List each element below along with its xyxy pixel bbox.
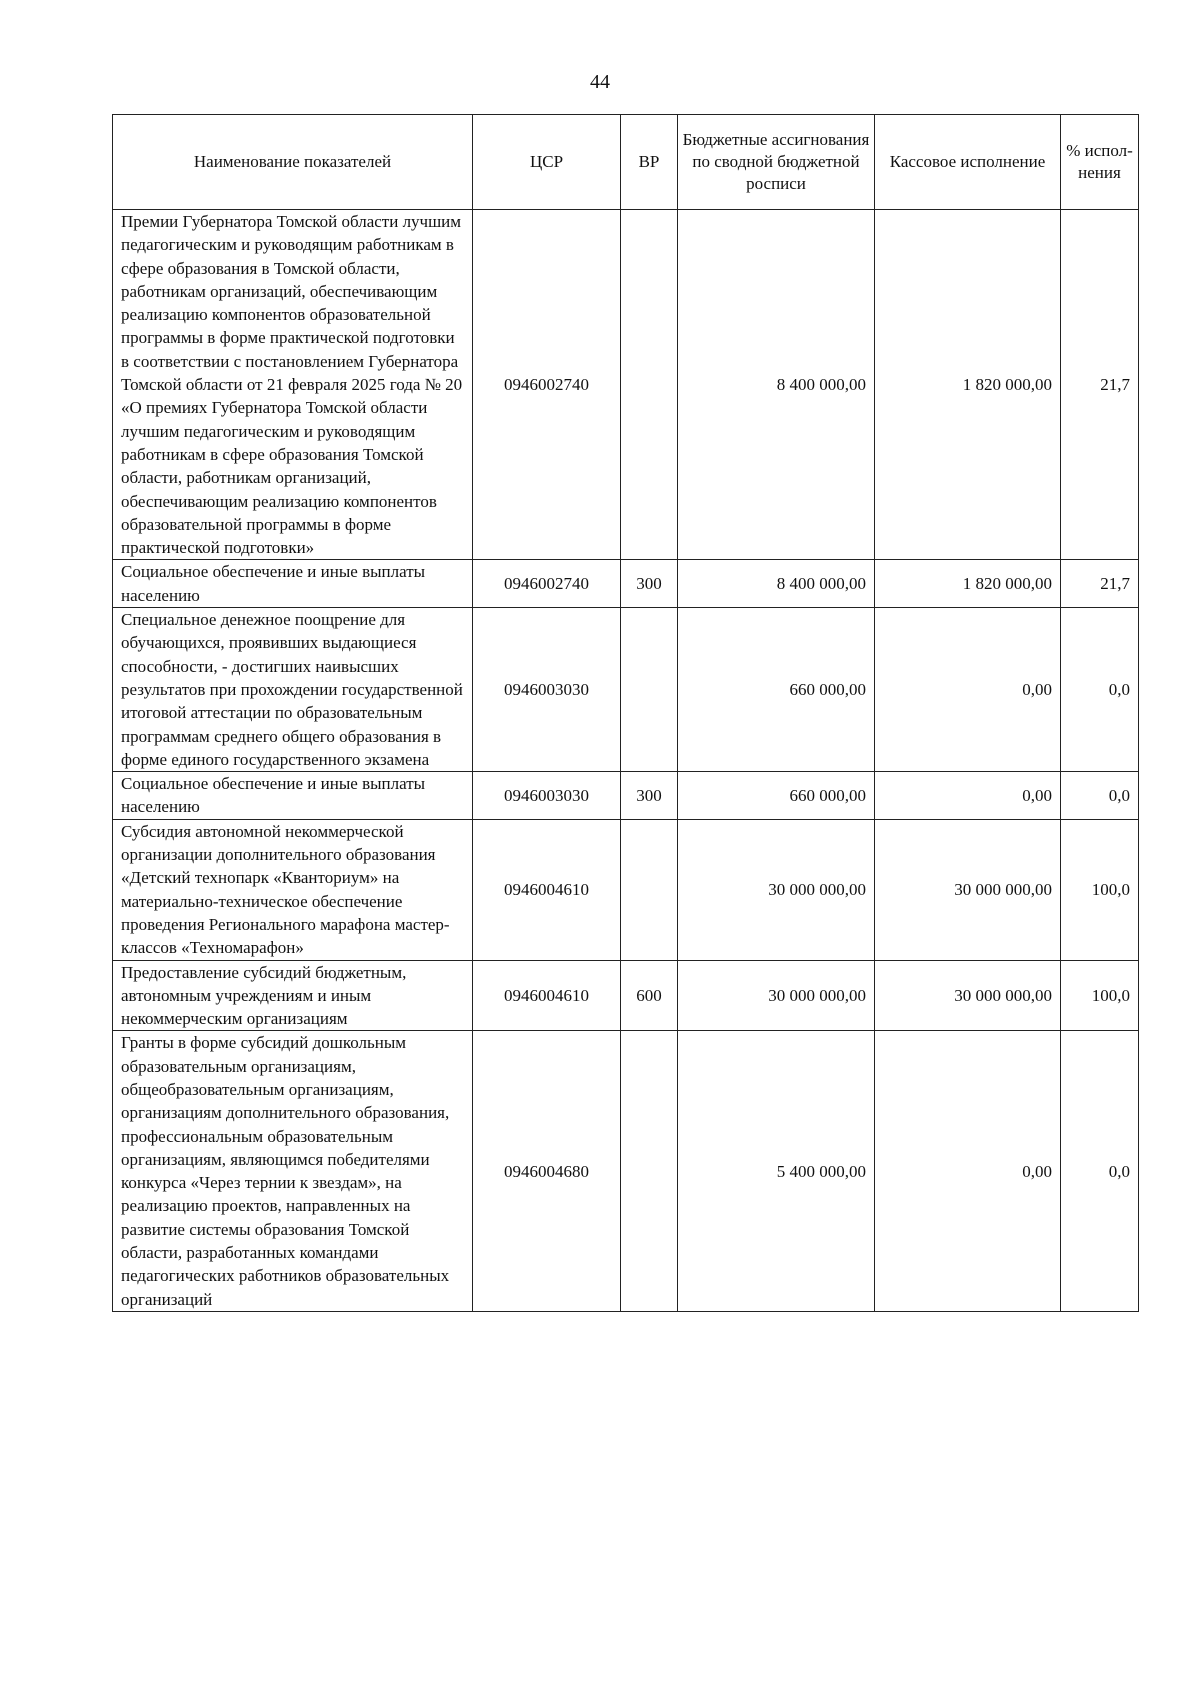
table-header (113, 115, 1139, 210)
row-name: Гранты в форме субсидий дошкольным образовательным организациям, общеобразовательным организациям, организациям дополнительного образования, профессиональным образовательным организациям, являющимся победителями конкурса «Через тернии к звездам», на реализацию проектов, направленных на развитие системы образования Томской области, разработанных командами педагогических работников образовательных организаций (113, 1031, 473, 1312)
table-row (113, 608, 1139, 772)
row-cash: 30 000 000,00 (875, 960, 1061, 1031)
row-vr (621, 1031, 678, 1312)
row-budget: 5 400 000,00 (678, 1031, 875, 1312)
header-csr: ЦСР (473, 115, 621, 210)
row-budget: 8 400 000,00 (678, 210, 875, 560)
table-row (113, 560, 1139, 608)
row-percent: 100,0 (1061, 819, 1139, 960)
row-budget: 30 000 000,00 (678, 819, 875, 960)
row-name: Социальное обеспечение и иные выплаты населению (113, 560, 473, 608)
row-vr: 300 (621, 772, 678, 820)
header-name: Наименование показателей (113, 115, 473, 210)
table-row (113, 772, 1139, 820)
row-cash: 0,00 (875, 1031, 1061, 1312)
row-percent: 0,0 (1061, 772, 1139, 820)
row-cash: 30 000 000,00 (875, 819, 1061, 960)
header-percent: % испол-нения (1061, 115, 1139, 210)
table-row (113, 960, 1139, 1031)
header-budget: Бюджетные ассигнования по сводной бюджетной росписи (678, 115, 875, 210)
row-csr: 0946004610 (473, 960, 621, 1031)
row-percent: 100,0 (1061, 960, 1139, 1031)
page-number: 44 (590, 71, 610, 93)
row-csr: 0946003030 (473, 608, 621, 772)
table-row (113, 210, 1139, 560)
table-row (113, 1031, 1139, 1312)
row-percent: 21,7 (1061, 560, 1139, 608)
row-percent: 21,7 (1061, 210, 1139, 560)
row-name: Социальное обеспечение и иные выплаты населению (113, 772, 473, 820)
budget-execution-table (112, 114, 1139, 1312)
row-cash: 0,00 (875, 608, 1061, 772)
row-csr: 0946002740 (473, 560, 621, 608)
row-vr: 300 (621, 560, 678, 608)
header-row (113, 115, 1139, 210)
row-csr: 0946004680 (473, 1031, 621, 1312)
row-name: Предоставление субсидий бюджетным, автономным учреждениям и иным некоммерческим организациям (113, 960, 473, 1031)
row-cash: 1 820 000,00 (875, 210, 1061, 560)
row-budget: 8 400 000,00 (678, 560, 875, 608)
row-vr (621, 210, 678, 560)
row-csr: 0946004610 (473, 819, 621, 960)
row-name: Специальное денежное поощрение для обучающихся, проявивших выдающиеся способности, - достигших наивысших результатов при прохождении государственной итоговой аттестации по образовательным программам среднего общего образования в форме единого государственного экзамена (113, 608, 473, 772)
row-vr: 600 (621, 960, 678, 1031)
header-cash: Кассовое исполнение (875, 115, 1061, 210)
row-budget: 660 000,00 (678, 772, 875, 820)
row-budget: 30 000 000,00 (678, 960, 875, 1031)
row-cash: 0,00 (875, 772, 1061, 820)
row-vr (621, 819, 678, 960)
header-vr: ВР (621, 115, 678, 210)
row-csr: 0946002740 (473, 210, 621, 560)
row-percent: 0,0 (1061, 608, 1139, 772)
row-name: Субсидия автономной некоммерческой организации дополнительного образования «Детский технопарк «Кванториум» на материально-техническое обеспечение проведения Регионального марафона мастер-классов «Техномарафон» (113, 819, 473, 960)
table-row (113, 819, 1139, 960)
row-percent: 0,0 (1061, 1031, 1139, 1312)
row-vr (621, 608, 678, 772)
row-csr: 0946003030 (473, 772, 621, 820)
row-name: Премии Губернатора Томской области лучшим педагогическим и руководящим работникам в сфере образования в Томской области, работникам организаций, обеспечивающим реализацию компонентов образовательной программы в форме практической подготовки в соответствии с постановлением Губернатора Томской области от 21 февраля 2025 года № 20 «О премиях Губернатора Томской области лучшим педагогическим и руководящим работникам в сфере образования Томской области, работникам организаций, обеспечивающим реализацию компонентов образовательной программы в форме практической подготовки» (113, 210, 473, 560)
row-cash: 1 820 000,00 (875, 560, 1061, 608)
table-body (113, 210, 1139, 1312)
row-budget: 660 000,00 (678, 608, 875, 772)
